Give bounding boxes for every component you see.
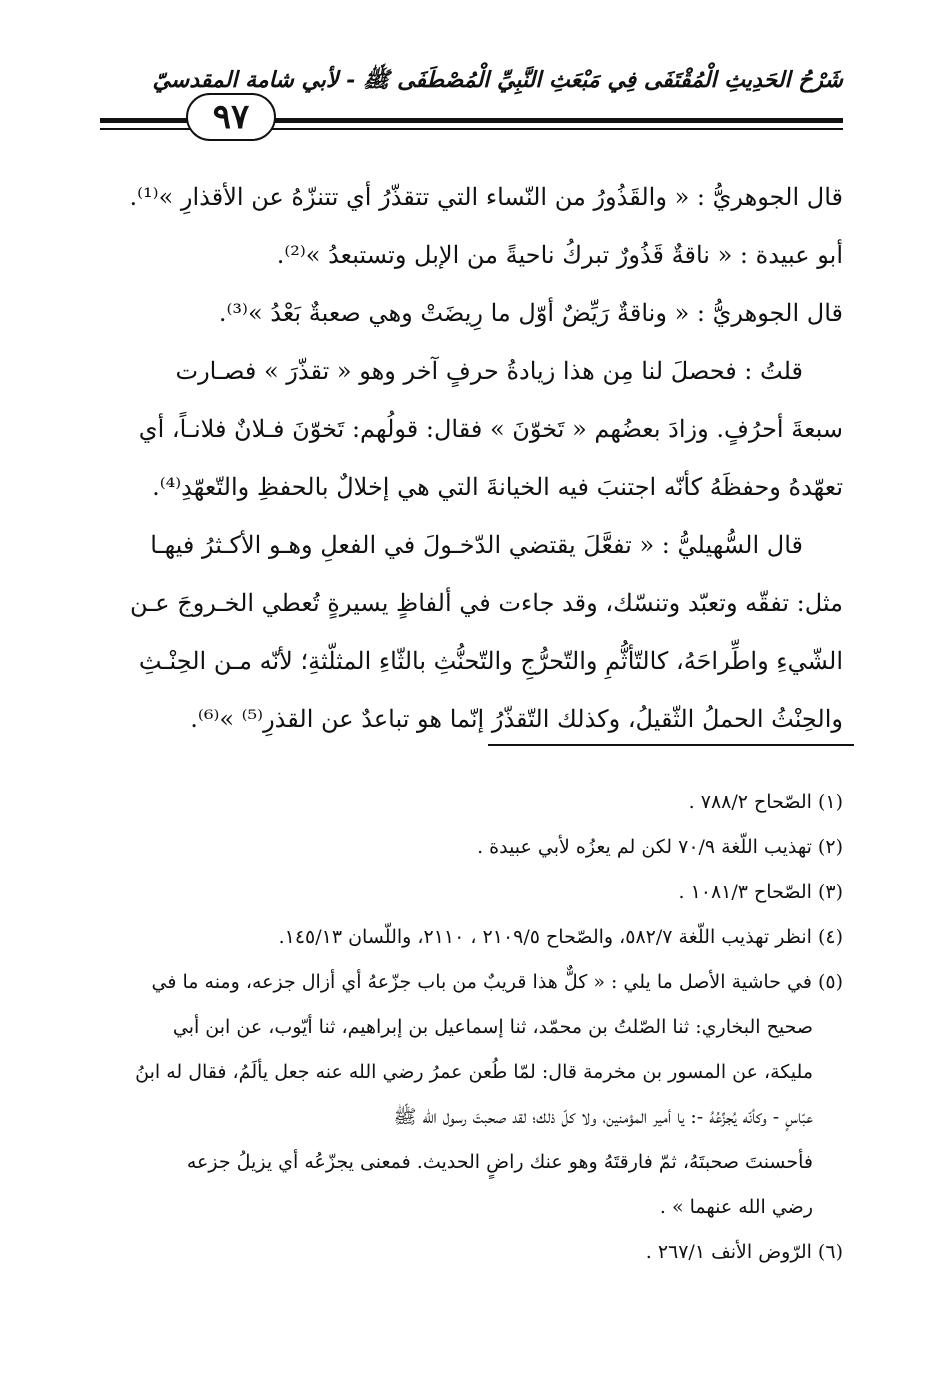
- body-line: تعهّدهُ وحفظَهُ كأنّه اجتنبَ فيه الخيانةَ التي هي إخلالٌ بالحفظِ والتّعهّدِ⁽⁴⁾.: [152, 473, 843, 501]
- footnote: (٦) الرّوض الأنف ٢٦٧/١ .: [645, 1241, 843, 1263]
- body-line: الشّيءِ واطِّراحَهُ، كالتّأثُّمِ والتّحرُّجِ والتّحنُّثِ بالثّاءِ المثلّثةِ؛ لأنّه مـن الحِنْـثِ: [138, 647, 843, 675]
- footnote: (٣) الصّحاح ١٠٨١/٣ .: [678, 881, 843, 903]
- footnote-continuation: مليكة، عن المسور بن مخرمة قال: لمّا طُعن عمرُ رضي الله عنه جعل يألَمُ، فقال له ابنُ: [135, 1061, 813, 1083]
- body-text: [100, 168, 843, 748]
- footnote: (٢) تهذيب اللّغة ٧٠/٩ لكن لم يعزُه لأبي عبيدة .: [477, 836, 843, 858]
- body-line: سبعةَ أحرُفٍ. وزادَ بعضُهم « تَخوّنَ » فقال: قولُهم: تَخوّنَ فـلانٌ فلانـاً، أي: [138, 415, 843, 443]
- body-line: قال الجوهريُّ : « والقَذُورُ من النّساء التي تتقذّرُ أي تتنزّهُ عن الأقذارِ »⁽¹⁾.: [129, 183, 843, 211]
- body-line: والحِنْثُ الحملُ الثّقيلُ، وكذلك التّقذّرُ إنّما هو تباعدٌ عن القذرِ⁽⁵⁾ »⁽⁶⁾.: [190, 705, 843, 733]
- body-line: قلتُ : فحصلَ لنا مِن هذا زيادةُ حرفٍ آخر وهو « تقذّرَ » فصـارت: [175, 357, 803, 385]
- body-line: أبو عبيدة : « ناقةٌ قَذُورٌ تبركُ ناحيةً من الإبل وتستبعدُ »⁽²⁾.: [276, 241, 843, 269]
- footnotes: [100, 780, 843, 1275]
- footnote-continuation: عبّاسٍ - وكأنّه يُجزِّعُهُ -: يا أمير المؤمنين، ولا كلّ ذلك؛ لقد صحبتَ رسول الله ﷺ: [393, 1106, 813, 1128]
- running-header: شَرْحُ الحَدِيثِ الْمُقْتَفَى فِي مَبْعَثِ النَّبِيِّ الْمُصْطَفَى ﷺ - لأبي شامة المقدسيّ: [152, 67, 843, 93]
- footnote-continuation: رضي الله عنهما » .: [659, 1196, 813, 1218]
- page-number: ٩٧: [186, 93, 276, 141]
- footnote-continuation: فأحسنتَ صحبتَهُ، ثمّ فارقتَهُ وهو عنك راضٍ الحديث. فمعنى يجزّعُه أي يزيلُ جزعه: [186, 1151, 813, 1173]
- footnote: (٥) في حاشية الأصل ما يلي : « كلٌّ هذا قريبٌ من باب جزّعهُ أي أزال جزعه، ومنه ما في: [151, 971, 843, 993]
- footnote: (١) الصّحاح ٧٨٨/٢ .: [688, 791, 843, 813]
- footnote-continuation: صحيح البخاري: ثنا الصّلتُ بن محمّد، ثنا إسماعيل بن إبراهيم، ثنا أيّوب، عن ابن أبي: [172, 1016, 813, 1038]
- footnote: (٤) انظر تهذيب اللّغة ٥٨٢/٧، والصّحاح ٢١٠٩/٥ ، ٢١١٠، واللّسان ١٤٥/١٣.: [278, 926, 843, 948]
- footnote-separator: [488, 744, 854, 746]
- body-line: مثل: تفقّه وتعبّد وتنسّك، وقد جاءت في ألفاظٍ يسيرةٍ تُعطي الخـروجَ عـن: [129, 589, 843, 617]
- body-line: قال الجوهريُّ : « وناقةٌ رَيِّضٌ أوّل ما رِيضَتْ وهي صعبةٌ بَعْدُ »⁽³⁾.: [218, 299, 843, 327]
- body-line: قال السُّهيليُّ : « تفعَّلَ يقتضي الدّخـولَ في الفعلِ وهـو الأكـثرُ فيهـا: [150, 531, 803, 559]
